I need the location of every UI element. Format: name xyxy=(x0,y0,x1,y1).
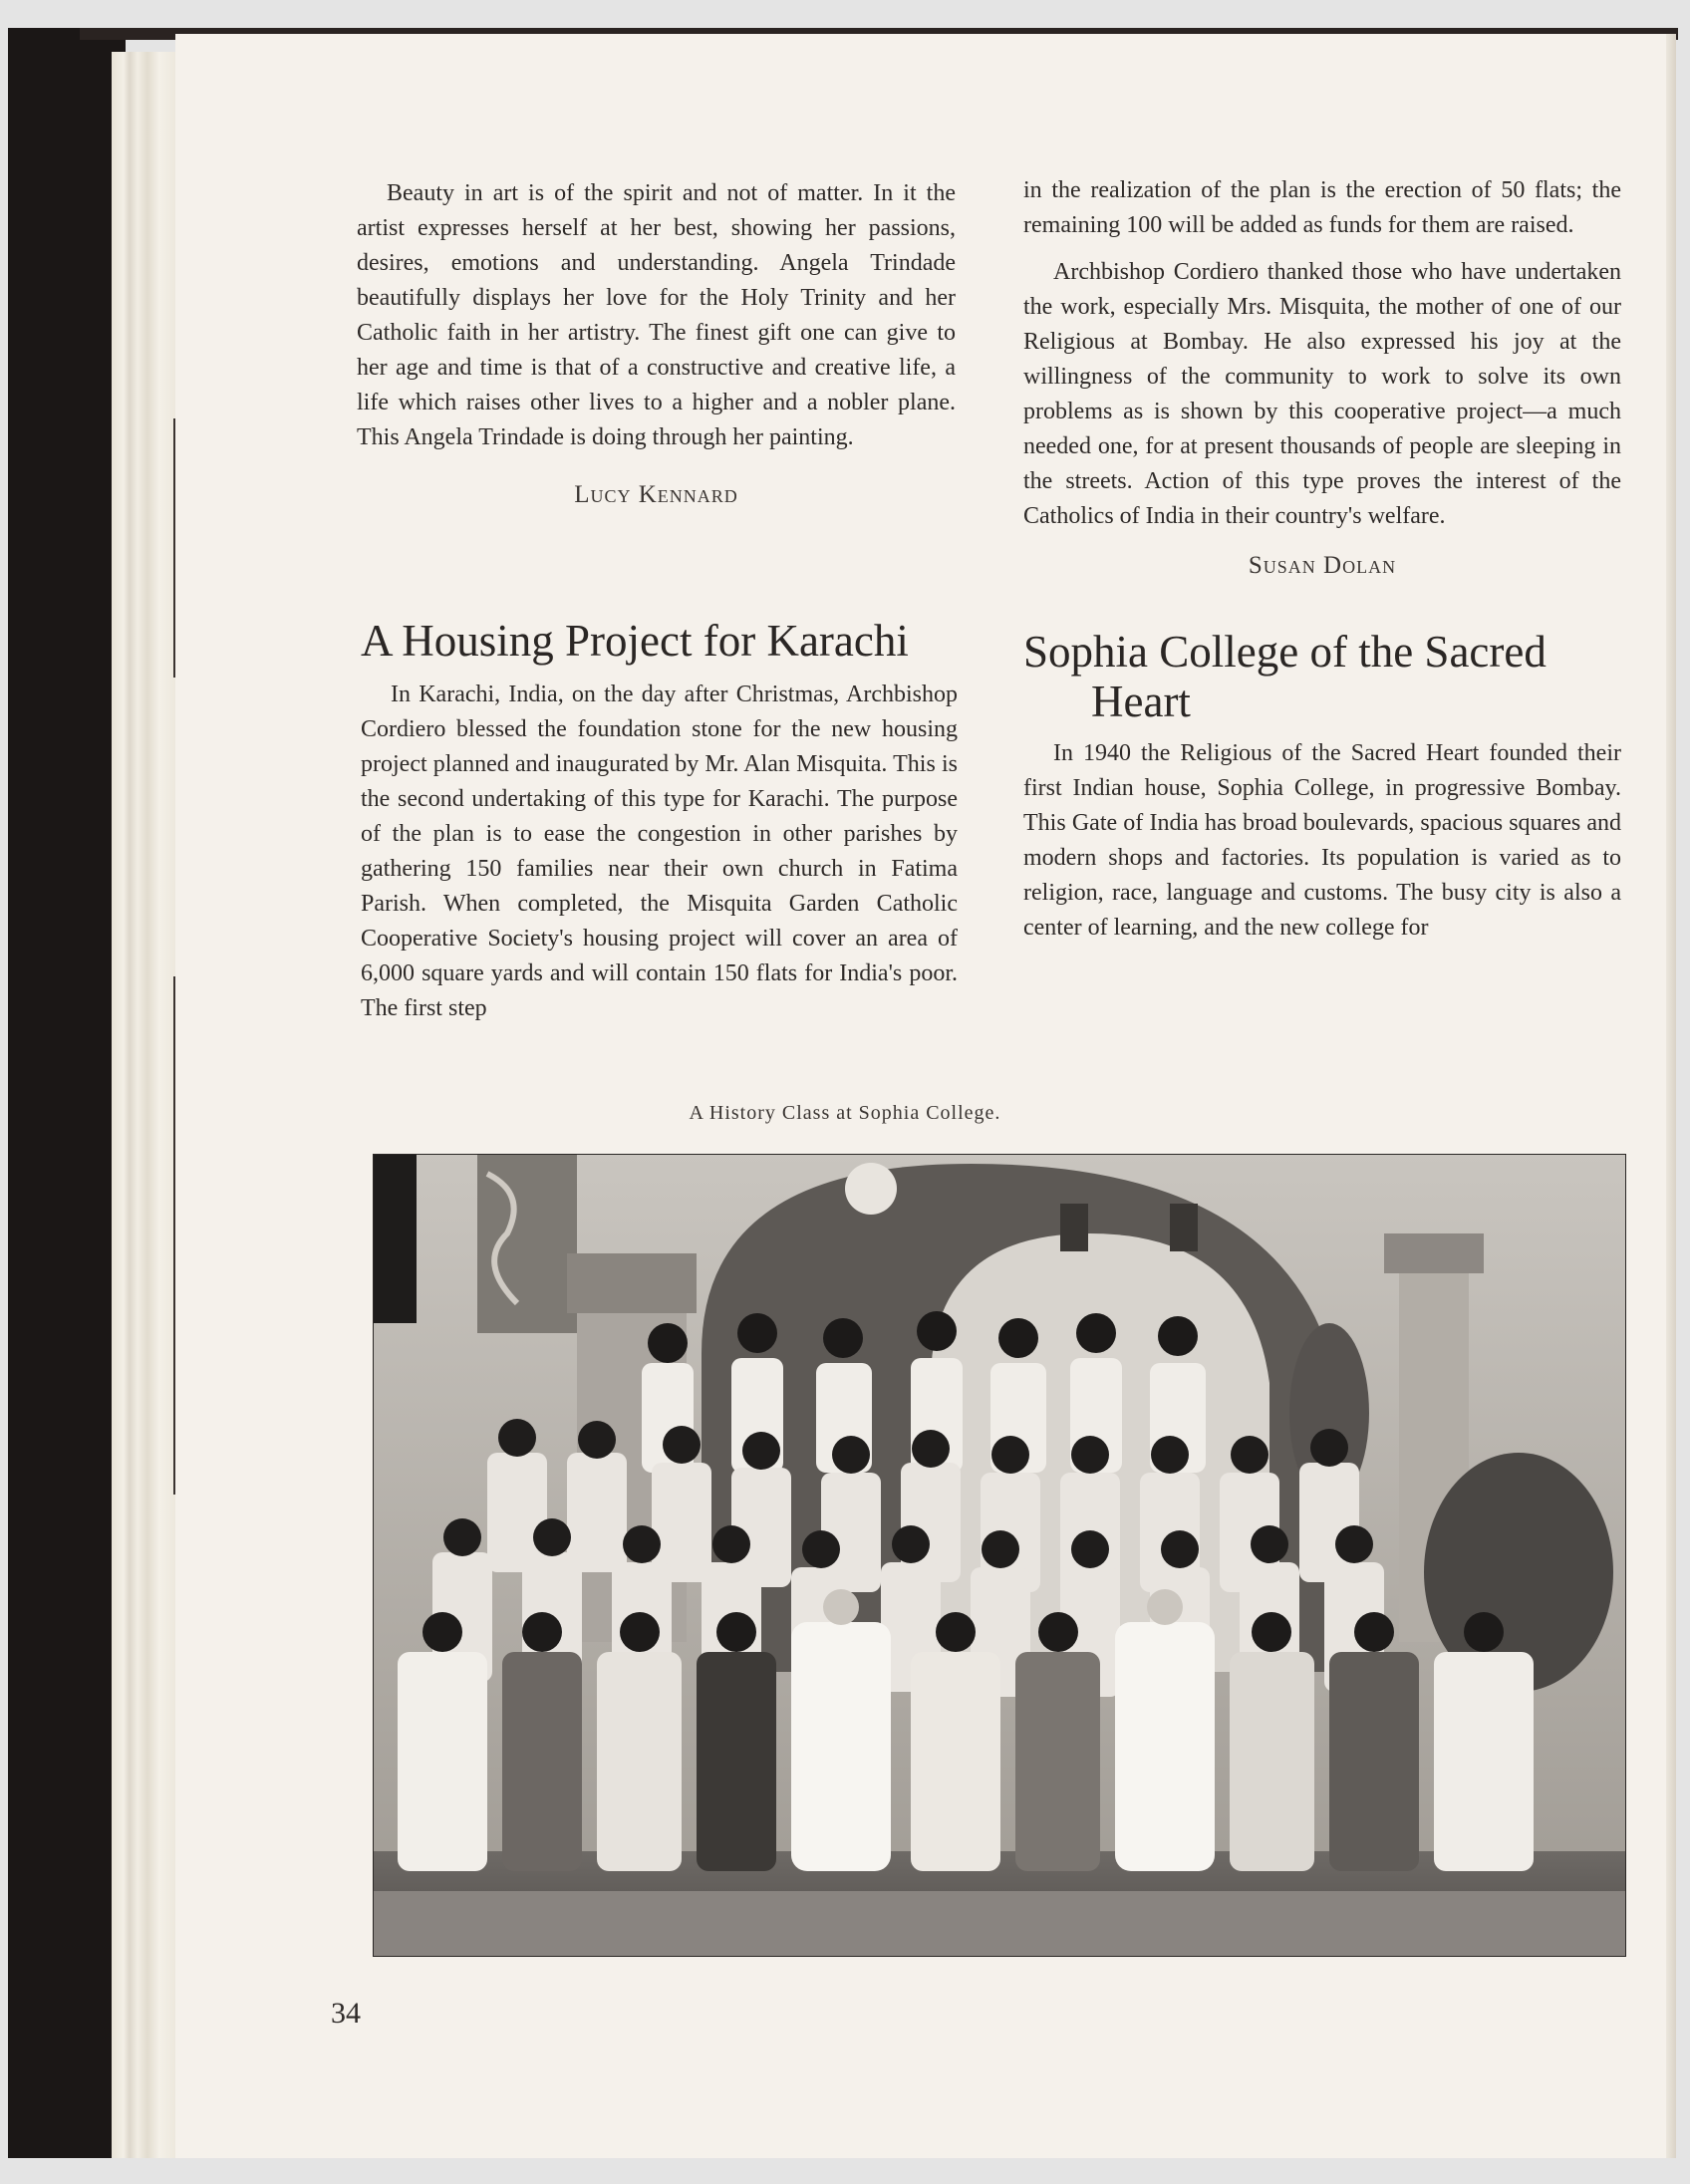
page-right-edge xyxy=(1666,34,1676,2158)
photo-caption: A History Class at Sophia College. xyxy=(689,1102,1001,1124)
left-column-top xyxy=(357,176,956,512)
photograph-illustration xyxy=(373,1154,1626,1957)
left-column-article xyxy=(361,616,958,1026)
right-column xyxy=(1023,173,1621,946)
housing-article-paragraph: In Karachi, India, on the day after Christmas, Archbishop Cordiero blessed the foundation stone for the new housing project planned and inaugurated by Mr. Alan Misquita. This is the second undertaking of this type for Karachi. The purpose of the plan is to ease the congestion in other parishes by gathering 150 families near their own church in Fatima Parish. When completed, the Misquita Garden Catholic Cooperative Society's housing project will cover an area of 6,000 square yards and will contain 150 flats for India's poor. The first step xyxy=(361,682,958,1021)
article-title-housing: A Housing Project for Karachi xyxy=(361,616,909,666)
sophia-title-line1: Sophia College of the Sacred xyxy=(1023,627,1547,677)
book-cover-edge xyxy=(8,28,126,2158)
class-photograph xyxy=(373,1154,1626,1957)
housing-second-paragraph: Archbishop Cordiero thanked those who have undertaken the work, especially Mrs. Misquita, the mother of one of our Religious at Bombay. He also expressed his joy at the willingness of the community to work to solve its own problems as is shown by this cooperative project—a much needed one, for at present thousands of people are sleeping in the streets. Action of this type proves the interest of the Catholics of India in their country's welfare. xyxy=(1023,259,1621,529)
intro-paragraph: Beauty in art is of the spirit and not of matter. In it the artist expresses herself at her best, showing her passions, desires, emotions and understanding. Angela Trindade beautifully displays her love for the Holy Trinity and her Catholic faith in her artistry. The finest gift one can give to her age and time is that of a constructive and creative life, a life which raises other lives to a higher and a nobler plane. This Angela Trindade is doing through her painting. xyxy=(357,180,956,450)
housing-continued-paragraph: in the realization of the plan is the erection of 50 flats; the remaining 100 will be added as funds for them are raised. xyxy=(1023,177,1621,238)
sophia-title-line2: Heart xyxy=(1091,677,1191,726)
article-title-sophia xyxy=(1023,627,1621,726)
sophia-article-paragraph: In 1940 the Religious of the Sacred Heart founded their first Indian house, Sophia College, in progressive Bombay. This Gate of India has broad boulevards, spacious squares and modern shops and factories. Its population is varied as to religion, race, language and customs. The busy city is also a center of learning, and the new college for xyxy=(1023,740,1621,941)
intro-author: Lucy Kennard xyxy=(574,481,738,508)
page-number: 34 xyxy=(331,1997,361,2030)
housing-author: Susan Dolan xyxy=(1248,552,1397,579)
